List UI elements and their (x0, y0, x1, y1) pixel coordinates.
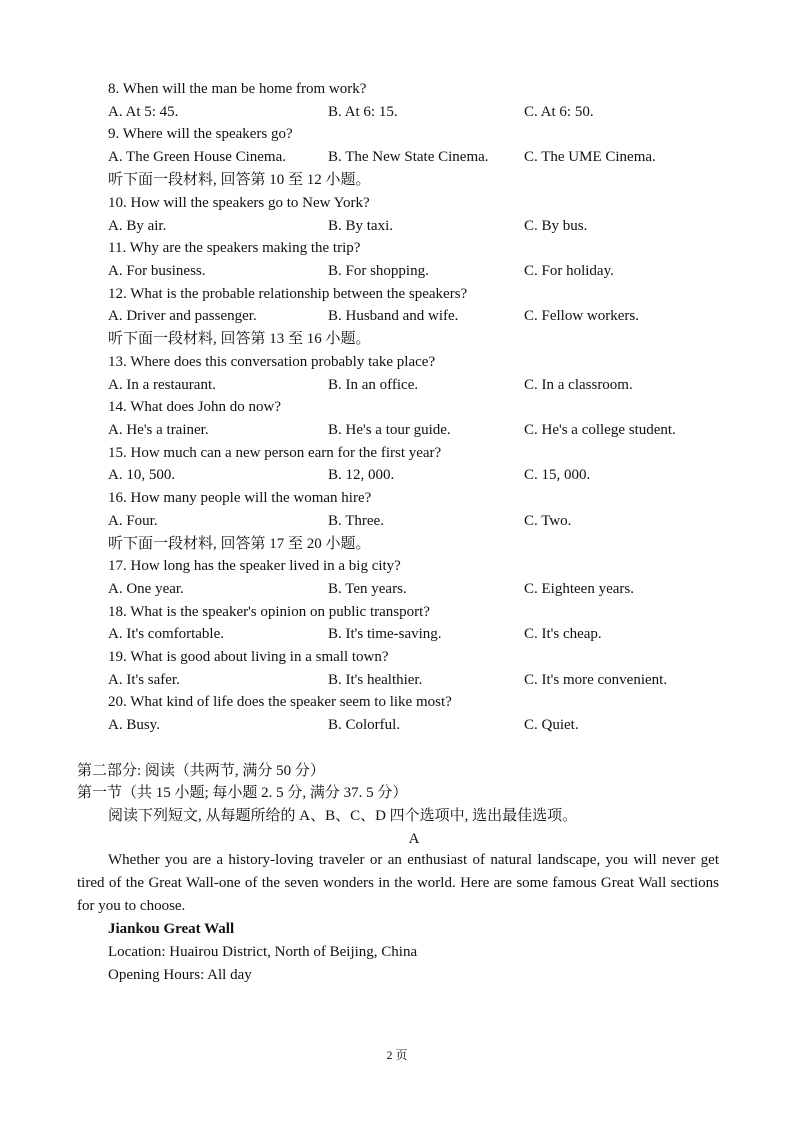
question-18: 18. What is the speaker's opinion on public transport? (108, 604, 430, 620)
part-title: 第二部分: 阅读（共两节, 满分 50 分） (77, 763, 325, 779)
option-a: A. It's safer. (108, 672, 180, 688)
question-19: 19. What is good about living in a small town? (108, 649, 389, 665)
question-12: 12. What is the probable relationship between the speakers? (108, 286, 468, 302)
option-b: B. The New State Cinema. (328, 149, 489, 165)
section-heading: Jiankou Great Wall (108, 921, 235, 937)
question-14: 14. What does John do now? (108, 399, 282, 415)
option-b: B. It's healthier. (328, 672, 423, 688)
option-c: C. For holiday. (524, 263, 614, 279)
option-c: C. In a classroom. (524, 377, 633, 393)
option-a: A. By air. (108, 218, 167, 234)
question-15: 15. How much can a new person earn for the first year? (108, 445, 442, 461)
option-a: A. Four. (108, 513, 158, 529)
option-b: B. Colorful. (328, 717, 401, 733)
paragraph-text: Whether you are a history-loving traveler or an enthusiast of natural landscape, you will never get tired of the Great Wall-one of the seven wonders in the world. Here are some famous Great Wall sections for you to choose. (77, 852, 719, 914)
option-c: C. The UME Cinema. (524, 149, 656, 165)
option-b: B. For shopping. (328, 263, 429, 279)
option-c: C. Quiet. (524, 717, 579, 733)
option-b: B. 12, 000. (328, 467, 395, 483)
location-line: Location: Huairou District, North of Beijing, China (108, 944, 418, 960)
question-16: 16. How many people will the woman hire? (108, 490, 372, 506)
instruction-17-20: 听下面一段材料, 回答第 17 至 20 小题。 (108, 536, 371, 552)
option-a: A. At 5: 45. (108, 104, 179, 120)
passage-paragraph (77, 849, 719, 918)
question-20: 20. What kind of life does the speaker seem to like most? (108, 694, 452, 710)
option-c: C. By bus. (524, 218, 588, 234)
option-c: C. Fellow workers. (524, 308, 639, 324)
option-b: B. He's a tour guide. (328, 422, 451, 438)
question-11: 11. Why are the speakers making the trip? (108, 240, 361, 256)
option-c: C. Eighteen years. (524, 581, 634, 597)
option-c: C. Two. (524, 513, 572, 529)
section-title: 第一节（共 15 小题; 每小题 2. 5 分, 满分 37. 5 分） (77, 785, 408, 801)
option-b: B. By taxi. (328, 218, 394, 234)
option-a: A. He's a trainer. (108, 422, 209, 438)
option-b: B. Three. (328, 513, 384, 529)
option-c: C. 15, 000. (524, 467, 591, 483)
instruction-10-12: 听下面一段材料, 回答第 10 至 12 小题。 (108, 172, 371, 188)
question-13: 13. Where does this conversation probably take place? (108, 354, 436, 370)
question-8: 8. When will the man be home from work? (108, 81, 367, 97)
option-c: C. It's more convenient. (524, 672, 668, 688)
hours-line: Opening Hours: All day (108, 967, 252, 983)
option-b: B. At 6: 15. (328, 104, 398, 120)
option-a: A. Driver and passenger. (108, 308, 257, 324)
option-c: C. At 6: 50. (524, 104, 594, 120)
question-10: 10. How will the speakers go to New York? (108, 195, 370, 211)
page-number: 2 页 (386, 1048, 408, 1062)
option-b: B. Ten years. (328, 581, 407, 597)
question-17: 17. How long has the speaker lived in a big city? (108, 558, 401, 574)
passage-label: A (408, 831, 420, 847)
option-a: A. It's comfortable. (108, 626, 225, 642)
option-a: A. One year. (108, 581, 184, 597)
option-a: A. For business. (108, 263, 206, 279)
question-9: 9. Where will the speakers go? (108, 126, 293, 142)
option-a: A. In a restaurant. (108, 377, 216, 393)
option-c: C. He's a college student. (524, 422, 676, 438)
option-b: B. In an office. (328, 377, 419, 393)
option-b: B. It's time-saving. (328, 626, 442, 642)
option-b: B. Husband and wife. (328, 308, 459, 324)
option-a: A. The Green House Cinema. (108, 149, 287, 165)
option-a: A. Busy. (108, 717, 160, 733)
option-c: C. It's cheap. (524, 626, 602, 642)
instruction-13-16: 听下面一段材料, 回答第 13 至 16 小题。 (108, 331, 371, 347)
option-a: A. 10, 500. (108, 467, 176, 483)
reading-instruction: 阅读下列短文, 从每题所给的 A、B、C、D 四个选项中, 选出最佳选项。 (108, 808, 578, 824)
